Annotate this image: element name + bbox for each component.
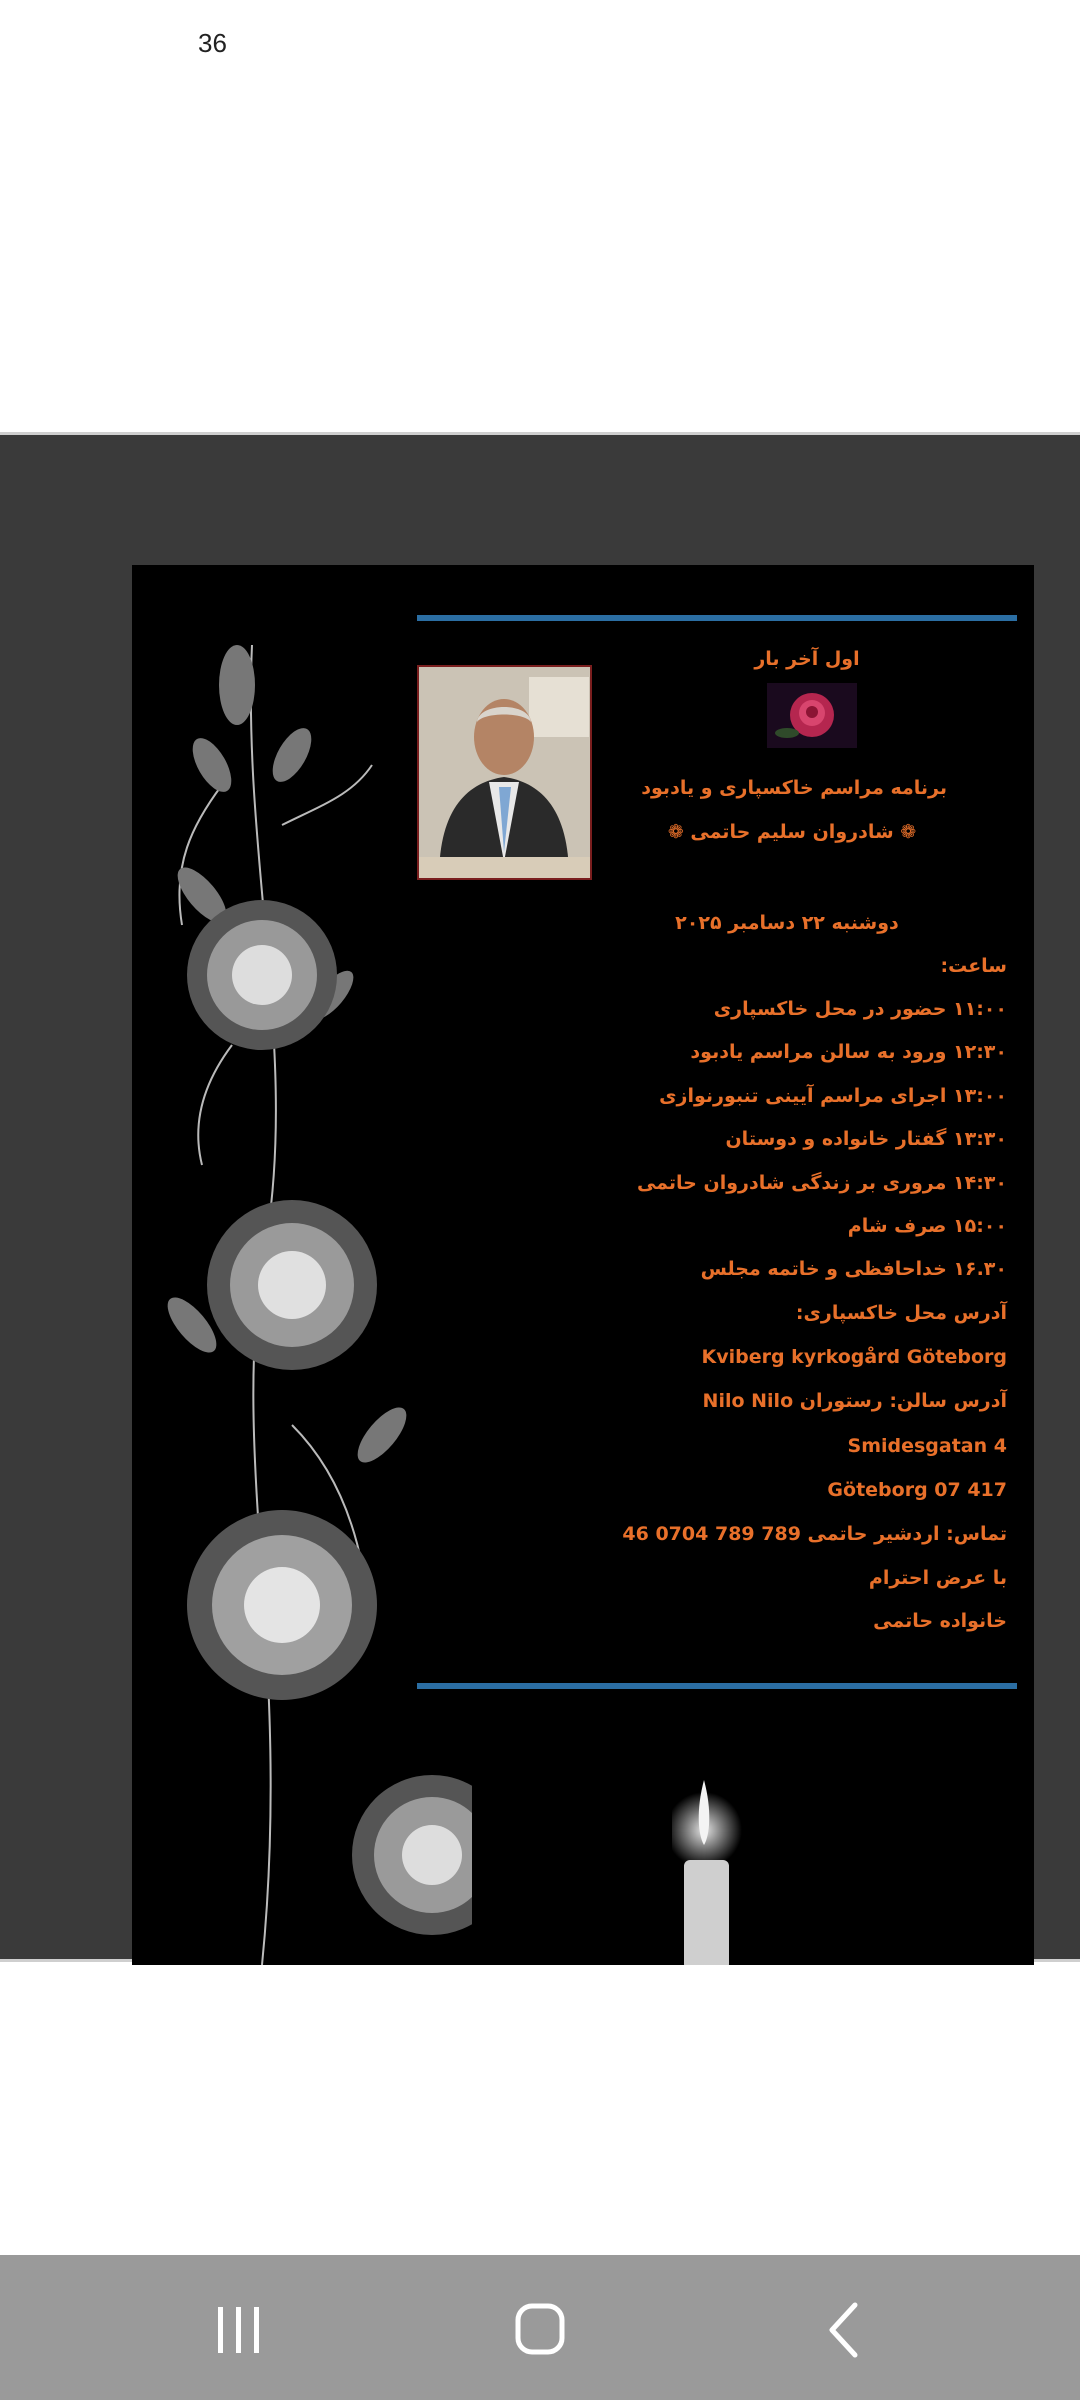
- family-signature: خانواده حاتمی: [873, 1610, 1007, 1632]
- program-title: برنامه مراسم خاکسپاری و یادبود: [641, 777, 947, 799]
- street-address: Smidesgatan 4: [847, 1435, 1007, 1457]
- schedule-item: ۱۳:۳۰ گفتار خانواده و دوستان: [725, 1128, 1007, 1150]
- flower-3: [187, 1510, 377, 1700]
- home-icon[interactable]: [495, 2295, 585, 2365]
- flower-2: [207, 1200, 377, 1370]
- portrait-photo: [417, 665, 592, 880]
- schedule-item: ۱۶.۳۰ خداحافظی و خاتمه مجلس: [700, 1258, 1007, 1280]
- burial-address: Kviberg kyrkogård Göteborg: [701, 1346, 1007, 1368]
- recent-apps-icon[interactable]: [193, 2295, 283, 2365]
- time-label: ساعت:: [940, 955, 1007, 977]
- system-navigation-bar: [0, 2255, 1080, 2400]
- portrait-illustration: [419, 667, 590, 878]
- rose-icon: [767, 683, 857, 748]
- schedule-item: ۱۲:۳۰ ورود به سالن مراسم یادبود: [690, 1041, 1007, 1063]
- city-address: Göteborg 07 417: [827, 1479, 1007, 1501]
- flower-1: [187, 900, 337, 1050]
- schedule-item: ۱۵:۰۰ صرف شام: [847, 1215, 1007, 1237]
- page-number: 36: [198, 28, 227, 58]
- bottom-divider: [417, 1683, 1017, 1689]
- flower-4: [352, 1775, 472, 1935]
- regards-text: با عرض احترام: [868, 1567, 1007, 1589]
- deceased-name: ❁ شادروان سلیم حاتمی ❁: [667, 821, 917, 843]
- schedule-item: ۱۱:۰۰ حضور در محل خاکسپاری: [713, 998, 1007, 1020]
- schedule-item: ۱۳:۰۰ اجرای مراسم آیینی تنبورنوازی: [659, 1085, 1007, 1107]
- program-text-box: [417, 615, 1034, 1725]
- back-icon[interactable]: [800, 2295, 890, 2365]
- contact-info: تماس: اردشیر حاتمی 789 789 0704 46: [622, 1523, 1007, 1545]
- ceremony-date: دوشنبه ۲۲ دسامبر ۲۰۲۵: [675, 912, 899, 934]
- candle-illustration: [672, 1765, 752, 1965]
- invitation-page: [132, 565, 1034, 1965]
- hall-address: آدرس سالن: رستوران Nilo Nilo: [702, 1390, 1007, 1412]
- burial-address-label: آدرس محل خاکسپاری:: [795, 1302, 1007, 1324]
- heading: اول آخر بار: [754, 648, 860, 670]
- schedule-item: ۱۴:۳۰ مروری بر زندگی شادروان حاتمی: [636, 1172, 1007, 1194]
- top-divider: [417, 615, 1017, 621]
- document-viewer[interactable]: [0, 432, 1080, 1962]
